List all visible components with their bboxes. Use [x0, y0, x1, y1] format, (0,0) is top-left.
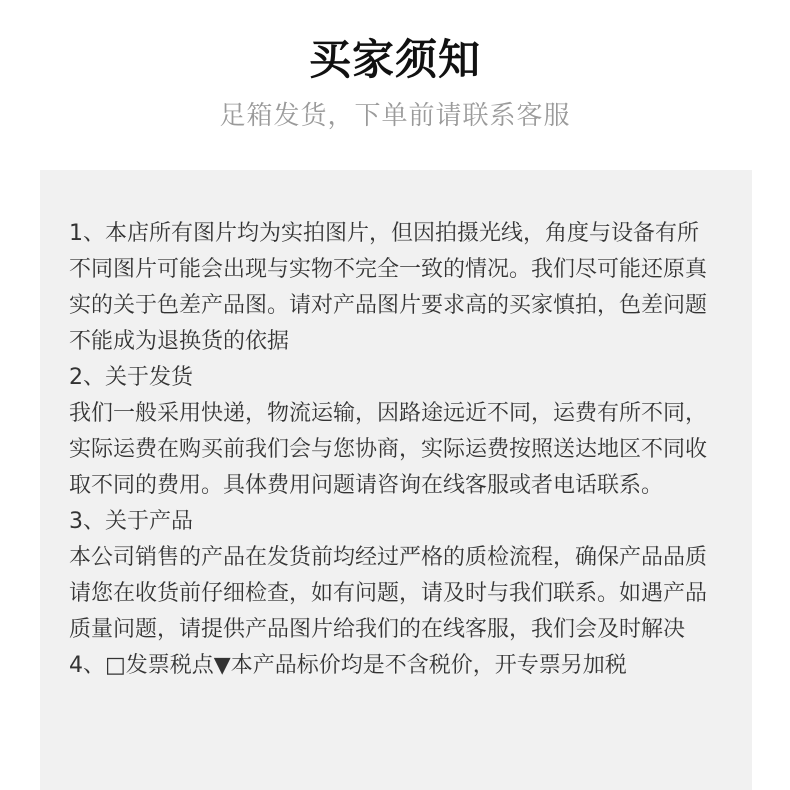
page-subtitle: 足箱发货，下单前请联系客服: [219, 101, 571, 131]
notice-heading-shipping: 2、关于发货: [69, 365, 193, 390]
notice-paragraph-shipping: 我们一般采用快递，物流运输，因路途远近不同，运费有所不同，实际运费在购买前我们会与您协商，实际运费按照送达地区不同收取不同的费用。具体费用问题请咨询在线客服或者电话联系。: [69, 401, 708, 498]
notice-heading-product: 3、关于产品: [69, 509, 193, 534]
notice-paragraph-product: 本公司销售的产品在发货前均经过严格的质检流程，确保产品品质请您在收货前仔细检查，如有问题，请及时与我们联系。如遇产品质量问题，请提供产品图片给我们的在线客服，我们会及时解决: [69, 545, 708, 642]
notice-paragraph-invoice: 4、□发票税点▼本产品标价均是不含税价，开专票另加税: [69, 653, 627, 678]
notice-paragraph-photos: 1、本店所有图片均为实拍图片，但因拍摄光线，角度与设备有所不同图片可能会出现与实物不完全一致的情况。我们尽可能还原真实的关于色差产品图。请对产品图片要求高的买家慎拍，色差问题不能成为退换货的依据: [69, 221, 708, 354]
notice-panel: [40, 170, 752, 790]
page-title: 买家须知: [308, 35, 481, 84]
notice-content: [69, 216, 719, 684]
